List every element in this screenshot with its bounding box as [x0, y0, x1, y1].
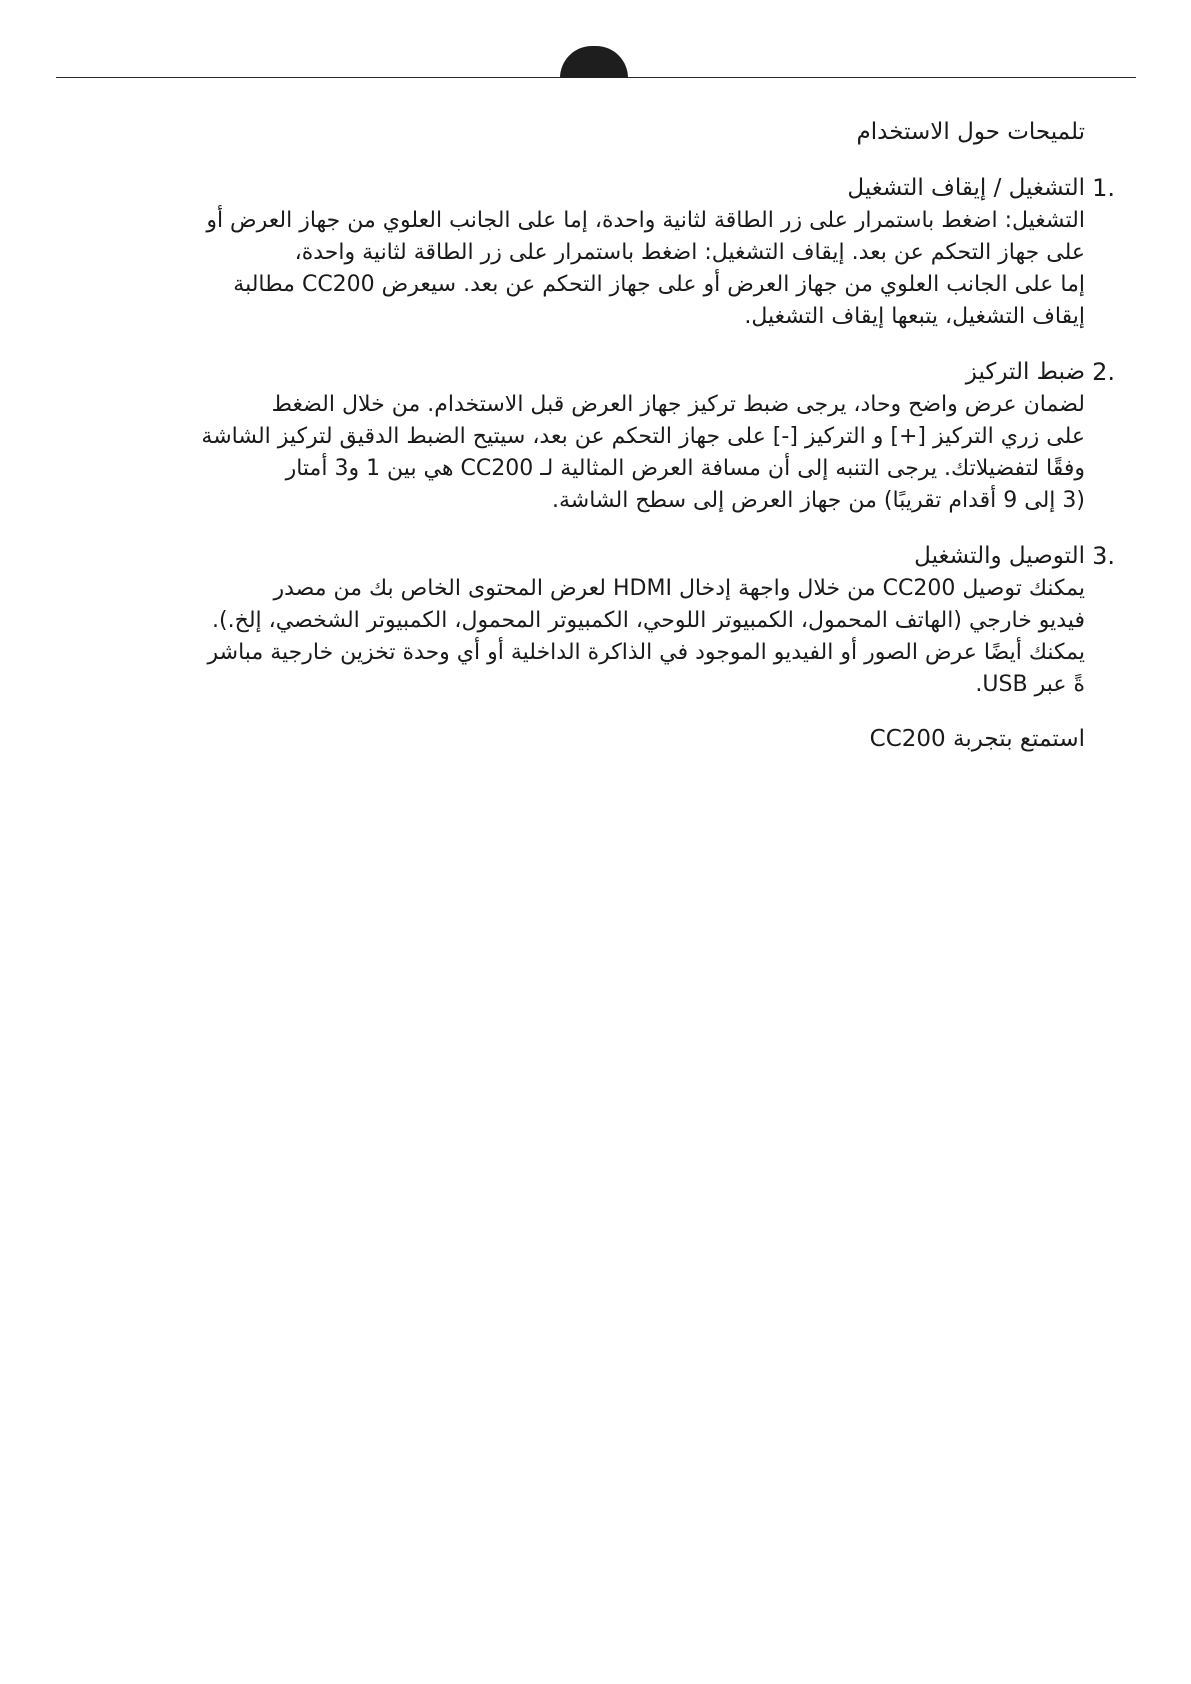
section-connect: [125, 539, 1115, 701]
paragraph-line: فيديو خارجي (الهاتف المحمول، الكمبيوتر اللوحي، الكمبيوتر المحمول، الكمبيوتر الشخصي، إلخ.).: [212, 608, 1085, 633]
section-heading: [125, 539, 1115, 573]
section-heading: [125, 171, 1115, 205]
paragraph-line: لضمان عرض واضح وحاد، يرجى ضبط تركيز جهاز العرض قبل الاستخدام. من خلال الضغط: [271, 392, 1085, 417]
paragraph-line: ةً عبر USB.: [975, 672, 1085, 697]
section-title: التوصيل والتشغيل: [914, 543, 1085, 569]
page-number-tab: [560, 46, 628, 78]
paragraph-line: إما على الجانب العلوي من جهاز العرض أو على جهاز التحكم عن بعد. سيعرض CC200 مطالبة: [233, 272, 1085, 297]
section-heading: [125, 355, 1115, 389]
paragraph-line: (3 إلى 9 أقدام تقريبًا) من جهاز العرض إلى سطح الشاشة.: [552, 488, 1085, 513]
section-number: 3.: [1092, 542, 1115, 570]
section-number: 1.: [1092, 174, 1115, 202]
section-focus: [125, 355, 1115, 517]
document-title: تلميحات حول الاستخدام: [856, 119, 1085, 145]
paragraph-line: يمكنك توصيل CC200 من خلال واجهة إدخال HDMI لعرض المحتوى الخاص بك من مصدر: [273, 576, 1085, 601]
section-title: التشغيل / إيقاف التشغيل: [847, 175, 1085, 201]
paragraph-line: إيقاف التشغيل، يتبعها إيقاف التشغيل.: [744, 304, 1085, 329]
paragraph-line: التشغيل: اضغط باستمرار على زر الطاقة لثانية واحدة، إما على الجانب العلوي من جهاز العرض أو: [206, 208, 1085, 233]
section-number: 2.: [1092, 358, 1115, 386]
section-title: ضبط التركيز: [965, 359, 1085, 385]
document-body: [125, 115, 1115, 755]
paragraph-line: وفقًا لتفضيلاتك. يرجى التنبه إلى أن مسافة العرض المثالية لـ CC200 هي بين 1 و3 أمتار: [285, 456, 1085, 481]
closing-line: استمتع بتجربة CC200: [869, 726, 1085, 752]
paragraph-line: على زري التركيز [+] و التركيز [-] على جهاز التحكم عن بعد، سيتيح الضبط الدقيق لتركيز الشاشة: [201, 424, 1085, 449]
paragraph-line: على جهاز التحكم عن بعد. إيقاف التشغيل: اضغط باستمرار على زر الطاقة لثانية واحدة،: [294, 240, 1085, 265]
paragraph-line: يمكنك أيضًا عرض الصور أو الفيديو الموجود في الذاكرة الداخلية أو أي وحدة تخزين خارجية مباشر: [207, 640, 1085, 665]
section-power: [125, 171, 1115, 333]
